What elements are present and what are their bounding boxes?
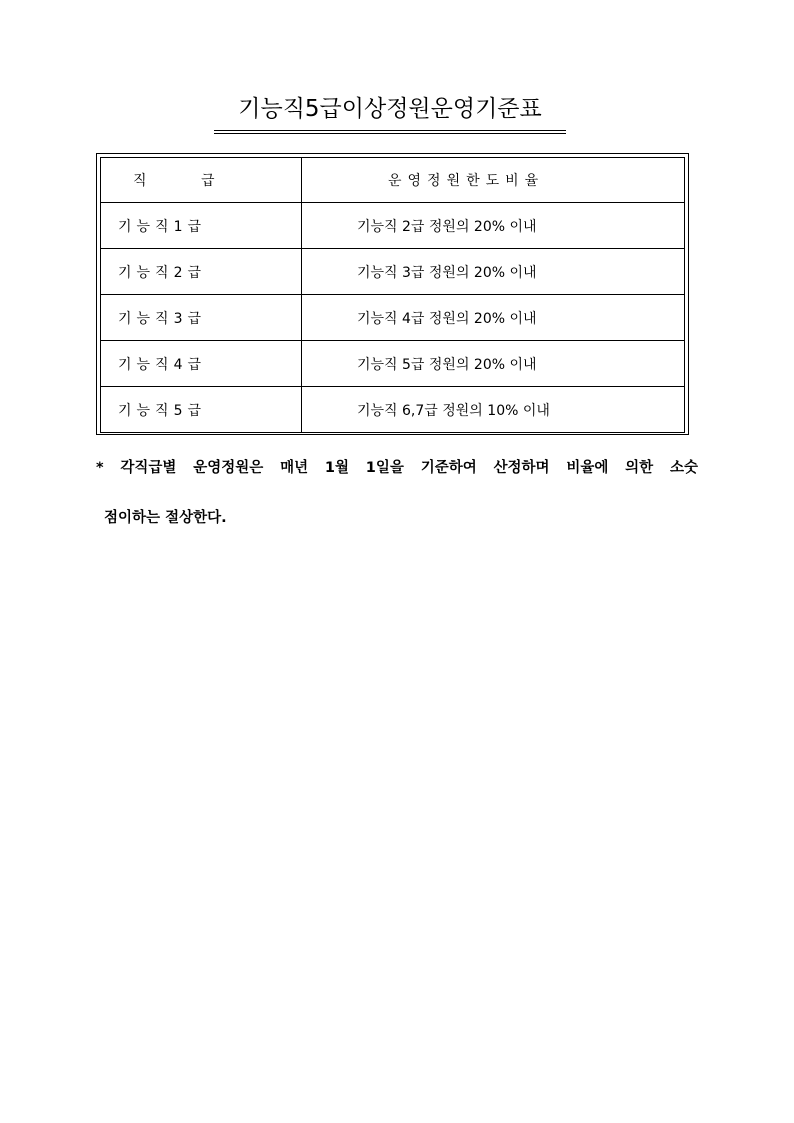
document-title: 기능직5급이상정원운영기준표 xyxy=(238,96,542,122)
limit-cell: 기능직 6,7급 정원의 10% 이내 xyxy=(302,387,685,433)
grade-cell: 기능직5급 xyxy=(101,387,302,433)
table-row xyxy=(101,203,685,249)
footnote-line-1 xyxy=(96,458,698,478)
document-title-block xyxy=(214,92,566,126)
grade-cell: 기능직3급 xyxy=(101,295,302,341)
footnote-asterisk: * xyxy=(96,460,104,476)
footnote-line-2: 점이하는 절상한다. xyxy=(104,510,227,526)
limit-cell: 기능직 5급 정원의 20% 이내 xyxy=(302,341,685,387)
footnote-word: 기준하여 xyxy=(420,460,477,476)
header-limit-ratio: 운영정원한도비율 xyxy=(302,158,685,203)
grade-cell: 기능직2급 xyxy=(101,249,302,295)
table-row xyxy=(101,341,685,387)
table-row xyxy=(101,387,685,433)
table-row xyxy=(101,295,685,341)
footnote-word: 각직급별 xyxy=(120,460,177,476)
title-underline-top xyxy=(214,130,566,131)
footnote-word: 매년 xyxy=(280,460,309,476)
grade-cell: 기능직4급 xyxy=(101,341,302,387)
footnote-word: 1일을 xyxy=(365,460,404,476)
table-header-row xyxy=(101,158,685,203)
footnote-word: 비율에 xyxy=(566,460,609,476)
footnote-word: 소숫 xyxy=(669,460,698,476)
footnote-word: 운영정원은 xyxy=(193,460,264,476)
limit-cell: 기능직 4급 정원의 20% 이내 xyxy=(302,295,685,341)
footnote-word: 1월 xyxy=(324,460,349,476)
table-row xyxy=(101,249,685,295)
standards-table-frame xyxy=(96,153,689,435)
footnote xyxy=(96,458,698,528)
footnote-word: 산정하며 xyxy=(493,460,550,476)
title-underline-bottom xyxy=(214,133,566,134)
limit-cell: 기능직 3급 정원의 20% 이내 xyxy=(302,249,685,295)
standards-table xyxy=(100,157,685,433)
footnote-word: 의한 xyxy=(625,460,654,476)
grade-cell: 기능직1급 xyxy=(101,203,302,249)
header-grade: 직 급 xyxy=(101,158,302,203)
limit-cell: 기능직 2급 정원의 20% 이내 xyxy=(302,203,685,249)
